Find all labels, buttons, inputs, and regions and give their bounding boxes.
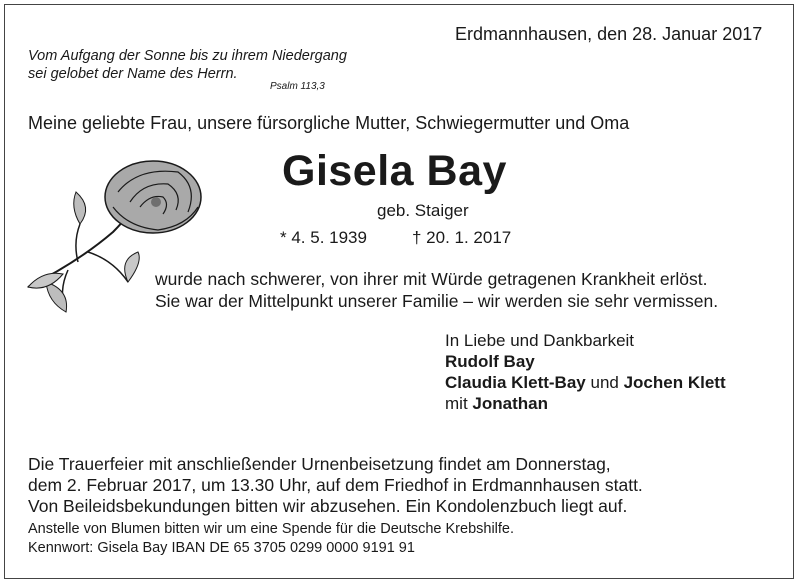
intro-line: Meine geliebte Frau, unsere fürsorgliche Mutter, Schwiegermutter und Oma (28, 113, 630, 133)
funeral-info (28, 454, 643, 517)
maiden-name: geb. Staiger (377, 201, 469, 220)
psalm-line: Vom Aufgang der Sonne bis zu ihrem Niedergang (28, 48, 347, 64)
funeral-line: Die Trauerfeier mit anschließender Urnenbeisetzung findet am Donnerstag, (28, 454, 611, 474)
death-date: † 20. 1. 2017 (412, 228, 512, 247)
birth-date: * 4. 5. 1939 (280, 228, 367, 247)
psalm-quote (28, 47, 347, 83)
body-line: wurde nach schwerer, von ihrer mit Würde getragenen Krankheit erlöst. (155, 269, 708, 289)
conjunction: und (590, 373, 619, 392)
funeral-line: dem 2. Februar 2017, um 13.30 Uhr, auf dem Friedhof in Erdmannhausen statt. (28, 475, 643, 495)
donation-line: Anstelle von Blumen bitten wir um eine Spende für die Deutsche Krebshilfe. (28, 521, 515, 537)
with-word: mit (445, 394, 468, 413)
signature-opening: In Liebe und Dankbarkeit (445, 331, 635, 350)
funeral-line: Von Beileidsbekundungen bitten wir abzusehen. Ein Kondolenzbuch liegt auf. (28, 496, 628, 516)
body-line: Sie war der Mittelpunkt unserer Familie – wir werden sie sehr vermissen. (155, 291, 719, 311)
donation-line: Kennwort: Gisela Bay IBAN DE 65 3705 0299 0000 9191 91 (28, 540, 415, 556)
mourner-name: Jonathan (472, 394, 548, 413)
donation-info (28, 520, 514, 558)
body-text (155, 268, 718, 312)
mourner-name: Rudolf Bay (445, 352, 535, 371)
psalm-line: sei gelobet der Name des Herrn. (28, 66, 238, 82)
place-date: Erdmannhausen, den 28. Januar 2017 (455, 24, 763, 44)
deceased-name: Gisela Bay (282, 147, 507, 195)
signature-block (445, 330, 726, 414)
mourner-name: Claudia Klett-Bay (445, 373, 586, 392)
mourner-name: Jochen Klett (623, 373, 726, 392)
psalm-reference: Psalm 113,3 (270, 81, 325, 92)
